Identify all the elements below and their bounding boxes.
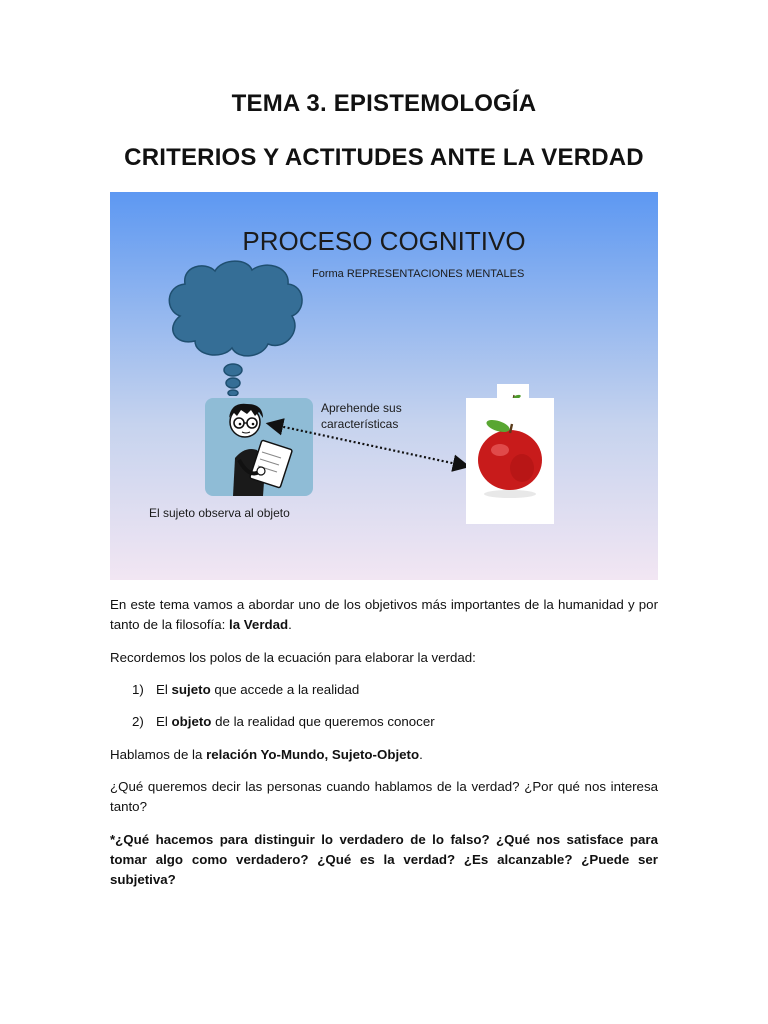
- intro-text: En este tema vamos a abordar uno de los objetivos más importantes de la humanidad y por tanto de la filosofía:: [110, 597, 658, 632]
- list-number: 1): [132, 682, 144, 697]
- list-number: 2): [132, 714, 144, 729]
- apprehend-line-1: Aprehende sus: [321, 401, 402, 415]
- list-text: El: [156, 714, 172, 729]
- relation-bold: relación Yo-Mundo, Sujeto-Objeto: [206, 747, 420, 762]
- cognitive-process-figure: [110, 192, 658, 580]
- intro-bold: la Verdad: [229, 617, 289, 632]
- relation-text: Hablamos de la: [110, 747, 207, 762]
- question-paragraph: ¿Qué queremos decir las personas cuando hablamos de la verdad? ¿Por qué nos interesa tanto?: [110, 779, 658, 814]
- subject-caption: El sujeto observa al objeto: [149, 506, 290, 520]
- dotted-arrow-icon: [110, 192, 658, 580]
- figure-subtitle: Forma REPRESENTACIONES MENTALES: [312, 268, 525, 280]
- list-bold: objeto: [171, 714, 212, 729]
- intro-end: .: [288, 617, 292, 632]
- list-item: [132, 680, 652, 700]
- relation-paragraph: [110, 745, 658, 765]
- list-item: [132, 712, 652, 732]
- red-apple-icon: [466, 398, 554, 524]
- figure-title: PROCESO COGNITIVO: [242, 226, 526, 256]
- apple-object: [466, 398, 554, 524]
- apprehend-line-2: características: [321, 417, 399, 431]
- list-text: que accede a la realidad: [210, 682, 360, 697]
- document-title: TEMA 3. EPISTEMOLOGÍA: [231, 90, 537, 117]
- intro-paragraph: [110, 595, 658, 635]
- list-text: El: [156, 682, 172, 697]
- relation-end: .: [419, 747, 423, 762]
- list-bold: sujeto: [171, 682, 211, 697]
- document-subtitle: CRITERIOS Y ACTITUDES ANTE LA VERDAD: [124, 144, 644, 171]
- poles-paragraph: Recordemos los polos de la ecuación para elaborar la verdad:: [110, 650, 476, 665]
- bold-questions-paragraph: *¿Qué hacemos para distinguir lo verdadero de lo falso? ¿Qué nos satisface para tomar algo como verdadero? ¿Qué es la verdad? ¿Es alcanzable? ¿Puede ser subjetiva?: [110, 832, 658, 887]
- list-text: de la realidad que queremos conocer: [211, 714, 435, 729]
